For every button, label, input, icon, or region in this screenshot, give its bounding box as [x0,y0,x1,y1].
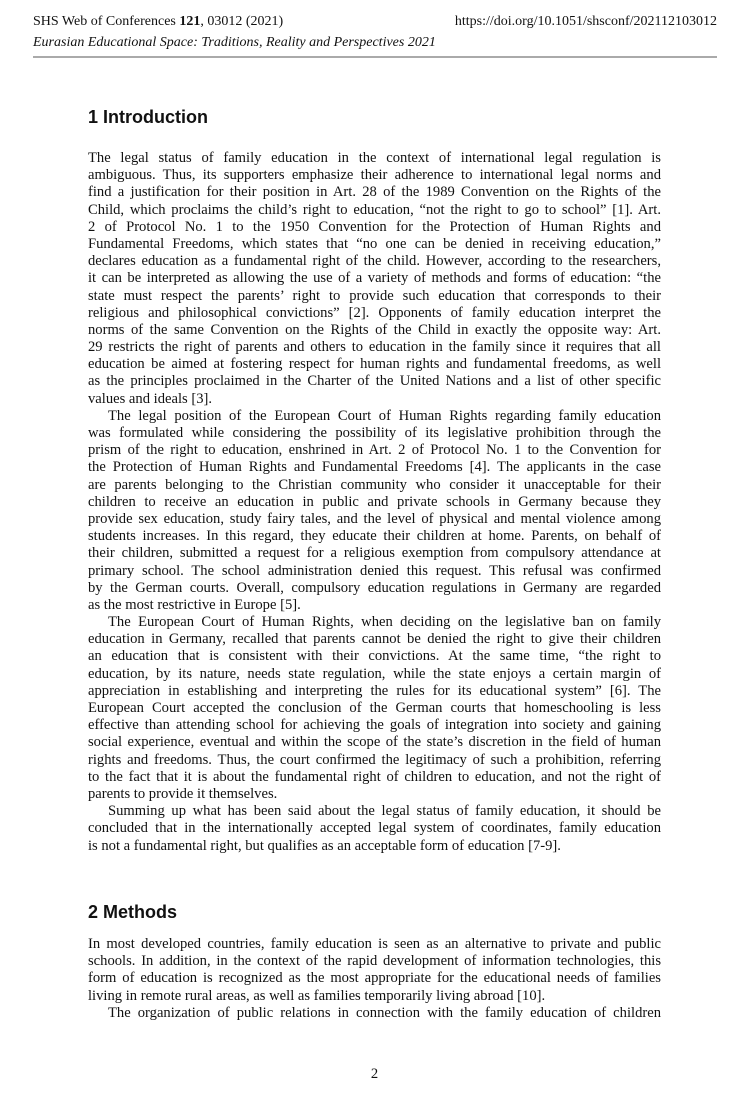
text-line: values and ideals [3]. [88,390,213,407]
text-line: education, by its nature, needs state regulation, while the state enjoys a certain margin of [88,665,661,682]
text-line: it can be interpreted as allowing the use of a variety of methods and forms of education: “the [88,270,661,287]
text-line: education be aimed at fostering respect for human rights and fundamental freedoms, as well [88,356,661,373]
text-line: Fundamental Freedoms, which states that “no one can be denied in receiving education,” [88,235,661,252]
text-line: effective than attending school for achieving the goals of integration into society and gaining [88,717,661,734]
text-line: rights and freedoms. Thus, the court confirmed the legitimacy of such a prohibition, referring [88,751,661,768]
text-line: European Court accepted the conclusion of the German courts that homeschooling is less [88,700,661,716]
paragraph [88,1005,661,1022]
paragraph [88,803,661,855]
text-line: concluded that in the internationally accepted legal system of coordinates, family education [88,820,661,837]
text-line: social experience, eventual and within the scope of the state’s discretion in the field of human [88,734,661,751]
text-line: 2 of Protocol No. 1 to the 1950 Convention for the Protection of Human Rights and [88,218,661,235]
text-line: Summing up what has been said about the legal status of family education, it should be [108,803,661,820]
text-line: appreciation in establishing and interpreting the rules for its educational system” [6]. The [88,682,661,699]
text-line: The European Court of Human Rights, when deciding on the legislative ban on family [108,614,661,631]
text-line: declares education as a fundamental right of the child. However, according to the researchers, [88,253,661,270]
running-header [33,14,717,30]
text-line: living in remote rural areas, as well as families temporarily living abroad [10]. [88,987,546,1004]
text-line: are parents belonging to the Christian community who consider it unacceptable for their [88,476,661,493]
section-heading-introduction: 1 Introduction [88,107,208,127]
paragraph [88,614,661,803]
text-line: Child, which proclaims the child’s right to education, “not the right to go to school” [1]. Art. [88,201,661,218]
text-line: primary school. The school administration denied this request. This refusal was confirmed [88,562,661,579]
text-line: prism of the right to education, enshrined in Art. 2 of Protocol No. 1 to the Convention for [88,442,661,459]
text-line: find a justification for their position in Art. 28 of the 1989 Convention on the Rights of the [88,184,661,201]
article-number: , 03012 (2021) [200,14,284,29]
section-heading-methods: 2 Methods [88,902,178,922]
text-line: form of education is recognized as the most appropriate for the educational needs of families [88,970,661,987]
text-line: education in Germany, recalled that parents cannot be denied the right to give their children [88,631,661,648]
text-line: 29 restricts the right of parents and others to education in the family since it requires that all [88,339,661,356]
doi-link[interactable]: https://doi.org/10.1051/shsconf/202112103012 [454,14,717,29]
paragraph [88,936,661,1005]
text-line: their children, submitted a request for a religious exemption from compulsory attendance at [88,545,661,562]
text-line: the Protection of Human Rights and Fundamental Freedoms [4]. The applicants in the case [88,459,661,476]
text-line: parents to provide it themselves. [88,785,278,802]
journal-name: SHS Web of Conferences [33,14,180,29]
text-line: In most developed countries, family education is seen as an alternative to private and public [88,936,661,952]
text-line: ambiguous. Thus, its supporters emphasize their adherence to international legal norms and [88,167,661,184]
header-rule [33,56,717,58]
paragraph [88,408,661,614]
text-line: was formulated while considering the possibility of its legislative prohibition through the [88,425,661,441]
volume: 121 [179,14,201,29]
text-line: The legal status of family education in the context of international legal regulation is [88,150,661,166]
text-line: by the German courts. Overall, compulsory education regulations in Germany are regarded [88,579,661,596]
text-line: as the principles proclaimed in the Charter of the United Nations and a list of other specific [88,373,661,390]
text-line: norms of the same Convention on the Rights of the Child in exactly the opposite way: Art. [88,321,661,338]
section-body-methods [88,936,661,1022]
text-line: religious and philosophical convictions” [2]. Opponents of family education interpret the [88,304,661,321]
journal-citation [33,14,283,30]
page-number: 2 [370,1066,379,1082]
text-line: schools. In addition, in the context of the rapid development of information technologies, this [88,953,661,970]
text-line: an education that is consistent with their convictions. At the same time, “the right to [88,648,661,665]
text-line: is not a fundamental right, but qualifies as an acceptable form of education [7-9]. [88,837,561,854]
conference-title: Eurasian Educational Space: Traditions, Reality and Perspectives 2021 [33,35,436,50]
paragraph [88,150,661,408]
text-line: provide sex education, study fairy tales, and the level of physical and mental violence among [88,510,661,527]
text-line: to the fact that it is about the fundamental right of children to education, and not the right of [88,768,661,785]
text-line: students increases. In this regard, they educate their children at home. Parents, on behalf of [88,528,661,545]
section-body-introduction [88,150,661,855]
text-line: The legal position of the European Court of Human Rights regarding family education [108,407,661,424]
text-line: children to receive an education in public and private schools in Germany because they [88,493,661,510]
text-line: The organization of public relations in connection with the family education of children [108,1004,661,1021]
text-line: as the most restrictive in Europe [5]. [88,596,301,613]
text-line: state must respect the parents’ right to provide such education that corresponds to their [88,287,661,304]
